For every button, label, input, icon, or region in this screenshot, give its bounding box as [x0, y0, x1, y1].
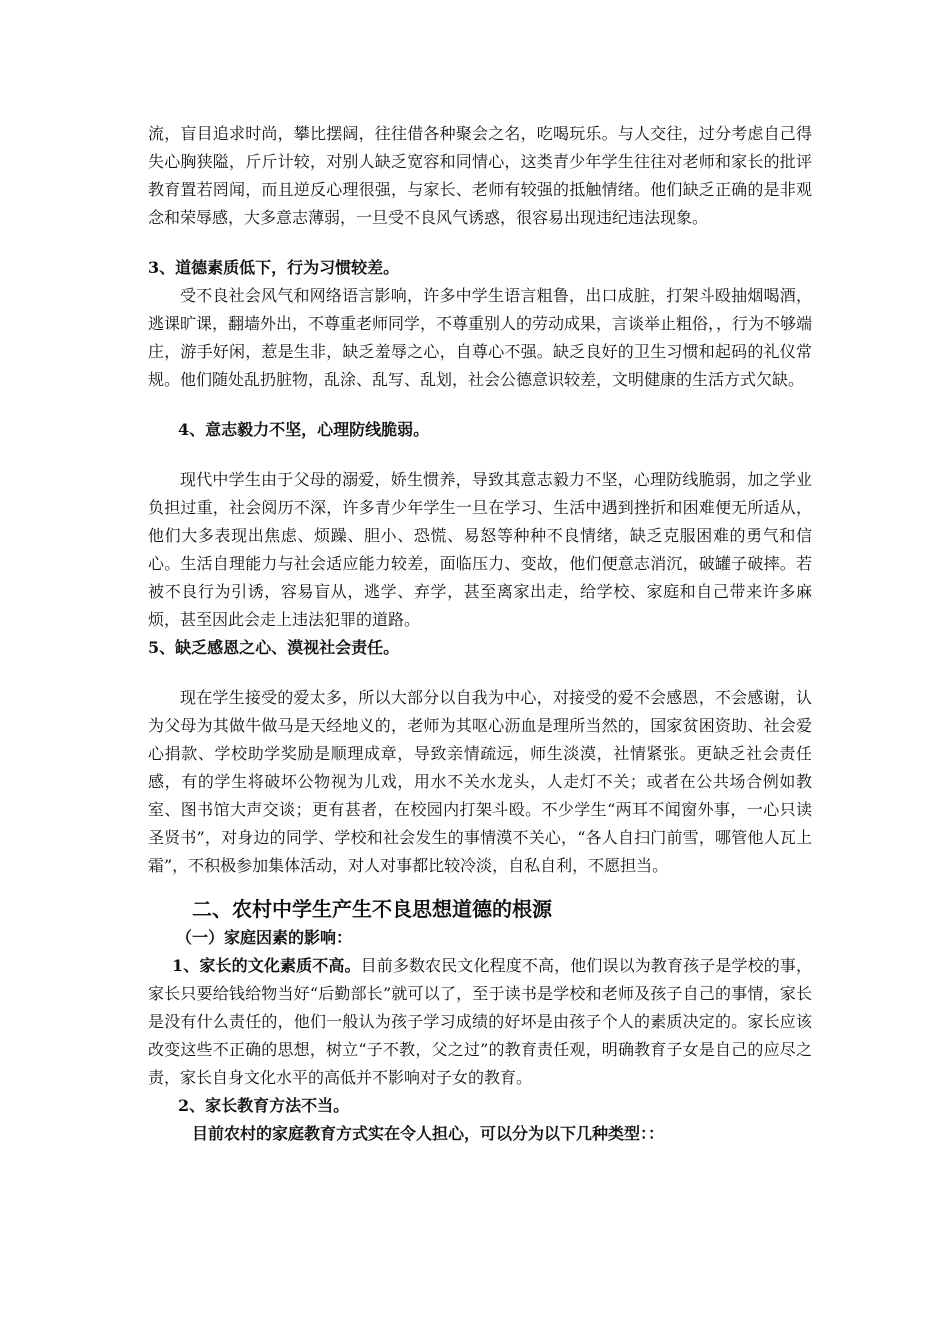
paragraph-lead-bold: 1、家长的文化素质不高。: [172, 956, 361, 975]
heading-5: 5、缺乏感恩之心、漠视社会责任。: [148, 638, 400, 657]
subheading-parent-methods: 2、家长教育方法不当。: [178, 1096, 350, 1115]
subheading-family-factors: （一）家庭因素的影响：: [176, 928, 353, 947]
paragraph-5: 现在学生接受的爱太多，所以大部分以自我为中心，对接受的爱不会感恩，不会感谢，认为父母为其做牛做马是天经地义的，老师为其呕心沥血是理所当然的，国家贫困资助、社会爱心捐款、学校助学奖励是顺理成章，导致亲情疏远，师生淡漠，社情紧张。更缺乏社会责任感，有的学生将破坏公物视为儿戏，用水不关水龙头，人走灯不关；或者在公共场合例如教室、图书馆大声交谈；更有甚者，在校园内打架斗殴。不少学生“两耳不闻窗外事，一心只读圣贤书”，对身边的同学、学校和社会发生的事情漠不关心，“各人自扫门前雪，哪管他人瓦上霜”，不积极参加集体活动，对人对事都比较冷淡，自私自利，不愿担当。: [148, 688, 812, 875]
paragraph-parent-education: [148, 952, 812, 1092]
paragraph-4: 现代中学生由于父母的溺爱，娇生惯养，导致其意志毅力不坚，心理防线脆弱，加之学业负担过重，社会阅历不深，许多青少年学生一旦在学习、生活中遇到挫折和困难便无所适从，他们大多表现出焦虑、烦躁、胆小、恐慌、易怒等种种不良情绪，缺乏克服困难的勇气和信心。生活自理能力与社会适应能力较差，面临压力、变故，他们便意志消沉，破罐子破摔。若被不良行为引诱，容易盲从，逃学、弃学，甚至离家出走，给学校、家庭和自己带来许多麻烦，甚至因此会走上违法犯罪的道路。: [148, 470, 812, 629]
paragraph-last: 目前农村的家庭教育方式实在令人担心，可以分为以下几种类型：：: [192, 1124, 665, 1143]
paragraph-intro: 流，盲目追求时尚，攀比摆阔，往往借各种聚会之名，吃喝玩乐。与人交往，过分考虑自己得失心胸狭隘，斤斤计较，对别人缺乏宽容和同情心，这类青少年学生往往对老师和家长的批评教育置若罔闻，而且逆反心理很强，与家长、老师有较强的抵触情绪。他们缺乏正确的是非观念和荣辱感，大多意志薄弱，一旦受不良风气诱惑，很容易出现违纪违法现象。: [148, 124, 812, 227]
document-body: [148, 120, 812, 1148]
paragraph-3: 受不良社会风气和网络语言影响，许多中学生语言粗鲁，出口成脏，打架斗殴抽烟喝酒，逃课旷课，翻墙外出，不尊重老师同学，不尊重别人的劳动成果，言谈举止粗俗，，行为不够端庄，游手好闲，惹是生非，缺乏羞辱之心，自尊心不强。缺乏良好的卫生习惯和起码的礼仪常规。他们随处乱扔脏物，乱涂、乱写、乱划，社会公德意识较差，文明健康的生活方式欠缺。: [148, 286, 813, 389]
section-heading-2: 二、农村中学生产生不良思想道德的根源: [192, 897, 552, 921]
heading-3: 3、道德素质低下，行为习惯较差。: [148, 258, 400, 277]
paragraph-text: 目前多数农民文化程度不高，他们误以为教育孩子是学校的事，家长只要给钱给物当好“后勤部长”就可以了，至于读书是学校和老师及孩子自己的事情，家长是没有什么责任的，他们一般认为孩子学习成绩的好坏是由孩子个人的素质决定的。家长应该改变这些不正确的思想，树立“子不教，父之过”的教育责任观，明确教育子女是自己的应尽之责，家长自身文化水平的高低并不影响对子女的教育。: [148, 956, 812, 1087]
heading-4: 4、意志毅力不坚，心理防线脆弱。: [178, 420, 430, 439]
